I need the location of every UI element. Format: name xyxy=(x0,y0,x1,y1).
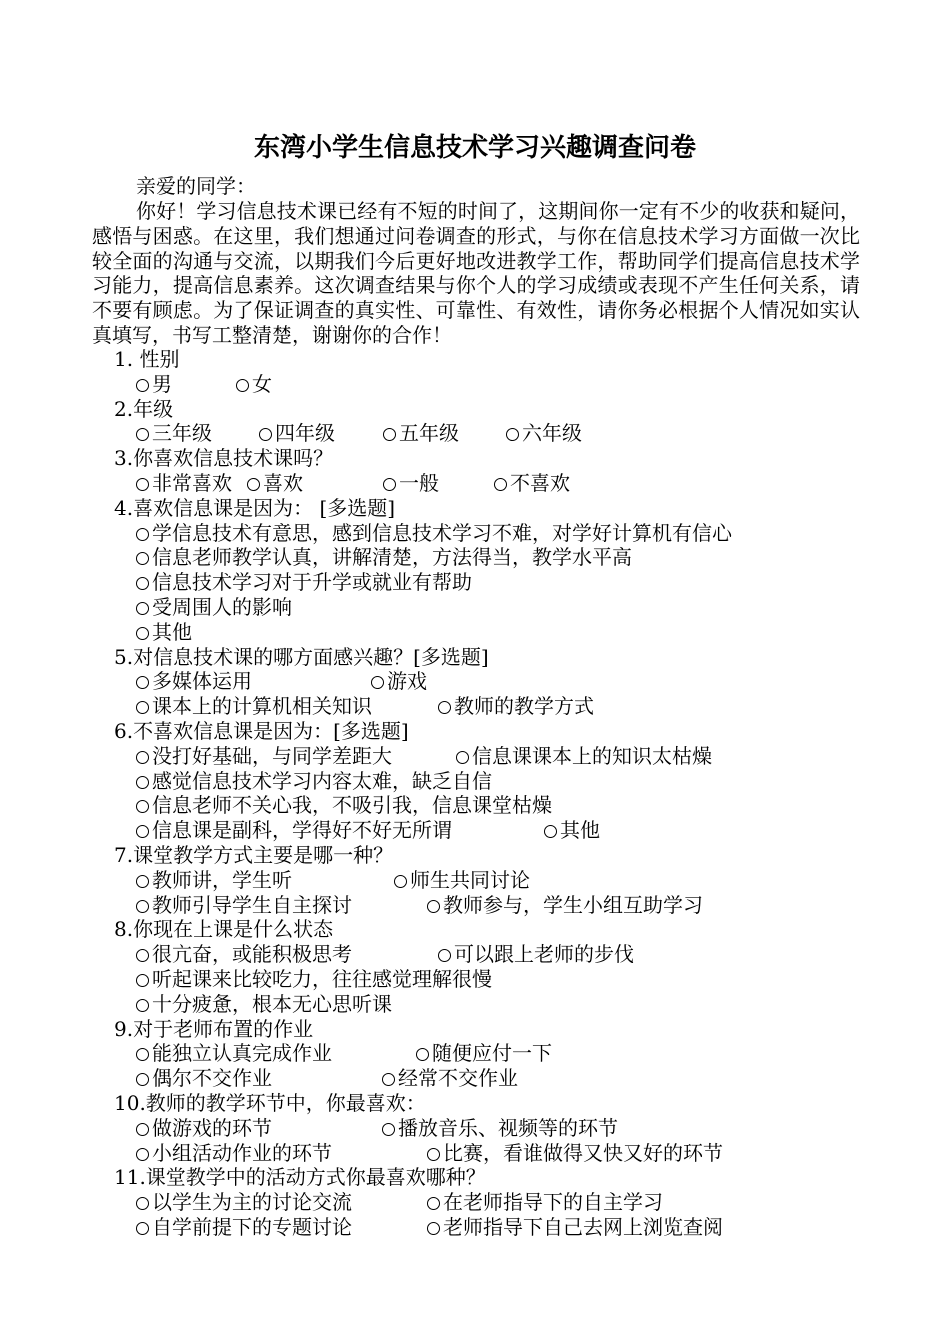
answer-option-label: 其他 xyxy=(560,818,600,843)
answer-option-label: 经常不交作业 xyxy=(398,1066,518,1091)
radio-circle-icon[interactable] xyxy=(136,999,149,1012)
answer-option-label: 不喜欢 xyxy=(510,471,570,495)
answer-option-label: 小组活动作业的环节 xyxy=(152,1140,332,1165)
answer-option[interactable] xyxy=(136,1066,272,1091)
answer-option[interactable] xyxy=(382,1116,618,1141)
radio-circle-icon[interactable] xyxy=(136,676,149,689)
radio-circle-icon[interactable] xyxy=(136,528,149,541)
answer-option[interactable] xyxy=(416,1041,552,1066)
answer-option[interactable] xyxy=(136,1215,352,1240)
answer-option[interactable] xyxy=(136,694,372,719)
radio-circle-icon[interactable] xyxy=(136,478,149,491)
intro-paragraph: 你好！学习信息技术课已经有不短的时间了，这期间你一定有不少的收获和疑问，感悟与困惑。在这里，我们想通过问卷调查的形式，与你在信息技术学习方面做一次比较全面的沟通与交流，以期我们今后更好地改进教学工作，帮助同学们提高信息技术学习能力，提高信息素养。这次调查结果与你个人的学习成绩或表现不产生任何关系，请不要有顾虑。为了保证调查的真实性、可靠性、有效性，请你务必根据个人情况如实认真填写，书写工整清楚，谢谢你的合作！ xyxy=(92,199,860,347)
answer-option[interactable] xyxy=(136,595,292,620)
answer-option-label: 很亢奋，或能积极思考 xyxy=(152,942,352,967)
answer-option[interactable] xyxy=(382,1066,518,1091)
answer-option[interactable] xyxy=(136,669,252,694)
answer-option-label: 老师指导下自己去网上浏览查阅 xyxy=(443,1215,723,1239)
answer-option-label: 课本上的计算机相关知识 xyxy=(152,694,372,719)
radio-circle-icon[interactable] xyxy=(136,900,149,913)
radio-circle-icon[interactable] xyxy=(136,1222,149,1235)
answer-option-label: 信息技术学习对于升学或就业有帮助 xyxy=(152,570,472,595)
answer-option-label: 在老师指导下的自主学习 xyxy=(443,1190,663,1215)
answer-option-label: 能独立认真完成作业 xyxy=(152,1041,332,1066)
answer-option[interactable] xyxy=(136,372,172,397)
radio-circle-icon[interactable] xyxy=(394,875,407,888)
radio-circle-icon[interactable] xyxy=(427,1222,440,1235)
answer-option[interactable] xyxy=(427,1215,723,1240)
answer-option-label: 女 xyxy=(252,371,272,396)
answer-option[interactable] xyxy=(438,942,634,967)
answer-option[interactable] xyxy=(236,372,272,397)
radio-circle-icon[interactable] xyxy=(136,875,149,888)
answer-option[interactable] xyxy=(394,868,530,893)
radio-circle-icon[interactable] xyxy=(383,478,396,491)
question-2-text: 2.年级 xyxy=(114,396,174,421)
question-7-text: 7.课堂教学方式主要是哪一种？ xyxy=(114,843,394,867)
greeting: 亲爱的同学： xyxy=(136,174,256,198)
radio-circle-icon[interactable] xyxy=(136,627,149,640)
radio-circle-icon[interactable] xyxy=(494,478,507,491)
radio-circle-icon[interactable] xyxy=(136,1123,149,1136)
question-10-text: 10.教师的教学环节中，你最喜欢： xyxy=(114,1091,426,1115)
radio-circle-icon[interactable] xyxy=(438,949,451,962)
answer-option[interactable] xyxy=(544,818,600,843)
answer-option[interactable] xyxy=(427,893,703,918)
question-8-text: 8.你现在上课是什么状态 xyxy=(114,917,334,942)
question-3-text: 3.你喜欢信息技术课吗？ xyxy=(114,446,334,471)
radio-circle-icon[interactable] xyxy=(383,428,396,441)
answer-option[interactable] xyxy=(136,744,392,769)
answer-option[interactable] xyxy=(136,818,452,843)
radio-circle-icon[interactable] xyxy=(136,800,149,813)
radio-circle-icon[interactable] xyxy=(136,1073,149,1086)
radio-circle-icon[interactable] xyxy=(544,825,557,838)
answer-option[interactable] xyxy=(136,471,232,496)
answer-option[interactable] xyxy=(136,1041,332,1066)
question-6-text: 6.不喜欢信息课是因为：[多选题] xyxy=(114,719,409,743)
answer-option[interactable] xyxy=(136,421,212,446)
answer-option[interactable] xyxy=(371,669,427,694)
radio-circle-icon[interactable] xyxy=(136,379,149,392)
answer-option[interactable] xyxy=(136,967,492,992)
answer-option[interactable] xyxy=(506,421,582,446)
answer-option-label: 其他 xyxy=(152,619,192,644)
radio-circle-icon[interactable] xyxy=(247,478,260,491)
answer-option-label: 五年级 xyxy=(399,421,459,446)
answer-option-label: 四年级 xyxy=(275,421,335,446)
answer-option-label: 十分疲惫，根本无心思听课 xyxy=(152,991,392,1016)
radio-circle-icon[interactable] xyxy=(136,776,149,789)
answer-option-label: 游戏 xyxy=(387,669,427,694)
answer-option-label: 自学前提下的专题讨论 xyxy=(152,1215,352,1239)
answer-option-label: 做游戏的环节 xyxy=(152,1115,272,1140)
answer-option-label: 教师的教学方式 xyxy=(454,694,594,719)
question-5-text: 5.对信息技术课的哪方面感兴趣？[多选题] xyxy=(114,644,489,669)
radio-circle-icon[interactable] xyxy=(382,1073,395,1086)
answer-option[interactable] xyxy=(136,942,352,967)
radio-circle-icon[interactable] xyxy=(136,949,149,962)
answer-option-label: 非常喜欢 xyxy=(152,471,232,495)
radio-circle-icon[interactable] xyxy=(259,428,272,441)
answer-option-label: 一般 xyxy=(399,471,439,495)
answer-option[interactable] xyxy=(438,694,594,719)
answer-option[interactable] xyxy=(383,421,459,446)
answer-option-label: 教师引导学生自主探讨 xyxy=(152,892,352,917)
radio-circle-icon[interactable] xyxy=(382,1123,395,1136)
answer-option-label: 没打好基础，与同学差距大 xyxy=(152,743,392,768)
radio-circle-icon[interactable] xyxy=(136,1048,149,1061)
answer-option-label: 感觉信息技术学习内容太难，缺乏自信 xyxy=(152,768,492,793)
answer-option[interactable] xyxy=(136,545,632,570)
answer-option-label: 学信息技术有意思，感到信息技术学习不难，对学好计算机有信心 xyxy=(152,520,732,545)
question-11-text: 11.课堂教学中的活动方式你最喜欢哪种？ xyxy=(114,1165,486,1190)
answer-option[interactable] xyxy=(136,868,292,893)
question-1-text: 1. 性别 xyxy=(114,347,180,371)
answer-option-label: 听起课来比较吃力，往往感觉理解很慢 xyxy=(152,967,492,991)
answer-option-label: 六年级 xyxy=(522,421,582,446)
answer-option-label: 喜欢 xyxy=(263,471,303,495)
answer-option[interactable] xyxy=(427,1190,663,1215)
answer-option[interactable] xyxy=(259,421,335,446)
answer-option-label: 师生共同讨论 xyxy=(410,867,530,892)
radio-circle-icon[interactable] xyxy=(427,1197,440,1210)
radio-circle-icon[interactable] xyxy=(371,676,384,689)
answer-option[interactable] xyxy=(136,1190,352,1215)
answer-option-label: 偶尔不交作业 xyxy=(152,1066,272,1091)
answer-option[interactable] xyxy=(136,1116,272,1141)
radio-circle-icon[interactable] xyxy=(506,428,519,441)
answer-option[interactable] xyxy=(136,1141,332,1166)
answer-option[interactable] xyxy=(136,769,492,794)
answer-option[interactable] xyxy=(427,1141,723,1166)
answer-option-label: 比赛，看谁做得又快又好的环节 xyxy=(443,1140,723,1165)
answer-option[interactable] xyxy=(247,471,303,496)
answer-option-label: 多媒体运用 xyxy=(152,669,252,694)
radio-circle-icon[interactable] xyxy=(416,1048,429,1061)
radio-circle-icon[interactable] xyxy=(136,1148,149,1161)
answer-option-label: 教师参与，学生小组互助学习 xyxy=(443,892,703,917)
radio-circle-icon[interactable] xyxy=(427,1148,440,1161)
radio-circle-icon[interactable] xyxy=(136,428,149,441)
answer-option-label: 以学生为主的讨论交流 xyxy=(152,1190,352,1215)
answer-option[interactable] xyxy=(136,521,732,546)
answer-option-label: 教师讲，学生听 xyxy=(152,867,292,892)
radio-circle-icon[interactable] xyxy=(136,602,149,615)
radio-circle-icon[interactable] xyxy=(438,701,451,714)
question-9-text: 9.对于老师布置的作业 xyxy=(114,1016,314,1041)
radio-circle-icon[interactable] xyxy=(236,379,249,392)
answer-option-label: 信息老师不关心我，不吸引我，信息课堂枯燥 xyxy=(152,793,552,818)
radio-circle-icon[interactable] xyxy=(136,701,149,714)
radio-circle-icon[interactable] xyxy=(136,974,149,987)
answer-option-label: 受周围人的影响 xyxy=(152,595,292,619)
answer-option[interactable] xyxy=(456,744,712,769)
answer-option-label: 随便应付一下 xyxy=(432,1041,552,1066)
page-title: 东湾小学生信息技术学习兴趣调查问卷 xyxy=(253,133,696,163)
answer-option[interactable] xyxy=(136,620,192,645)
answer-option[interactable] xyxy=(136,992,392,1017)
answer-option[interactable] xyxy=(136,793,552,818)
radio-circle-icon[interactable] xyxy=(136,1197,149,1210)
answer-option[interactable] xyxy=(136,893,352,918)
answer-option-label: 信息课课本上的知识太枯燥 xyxy=(472,743,712,768)
answer-option-label: 男 xyxy=(152,371,172,396)
answer-option-label: 可以跟上老师的步伐 xyxy=(454,942,634,967)
answer-option-label: 信息老师教学认真，讲解清楚，方法得当，教学水平高 xyxy=(152,545,632,570)
question-4-text: 4.喜欢信息课是因为： [多选题] xyxy=(114,495,396,520)
radio-circle-icon[interactable] xyxy=(427,900,440,913)
radio-circle-icon[interactable] xyxy=(136,577,149,590)
radio-circle-icon[interactable] xyxy=(456,751,469,764)
answer-option[interactable] xyxy=(136,570,472,595)
radio-circle-icon[interactable] xyxy=(136,552,149,565)
answer-option[interactable] xyxy=(494,471,570,496)
answer-option-label: 信息课是副科，学得好不好无所谓 xyxy=(152,818,452,843)
radio-circle-icon[interactable] xyxy=(136,751,149,764)
answer-option-label: 播放音乐、视频等的环节 xyxy=(398,1115,618,1140)
radio-circle-icon[interactable] xyxy=(136,825,149,838)
answer-option[interactable] xyxy=(383,471,439,496)
answer-option-label: 三年级 xyxy=(152,421,212,446)
